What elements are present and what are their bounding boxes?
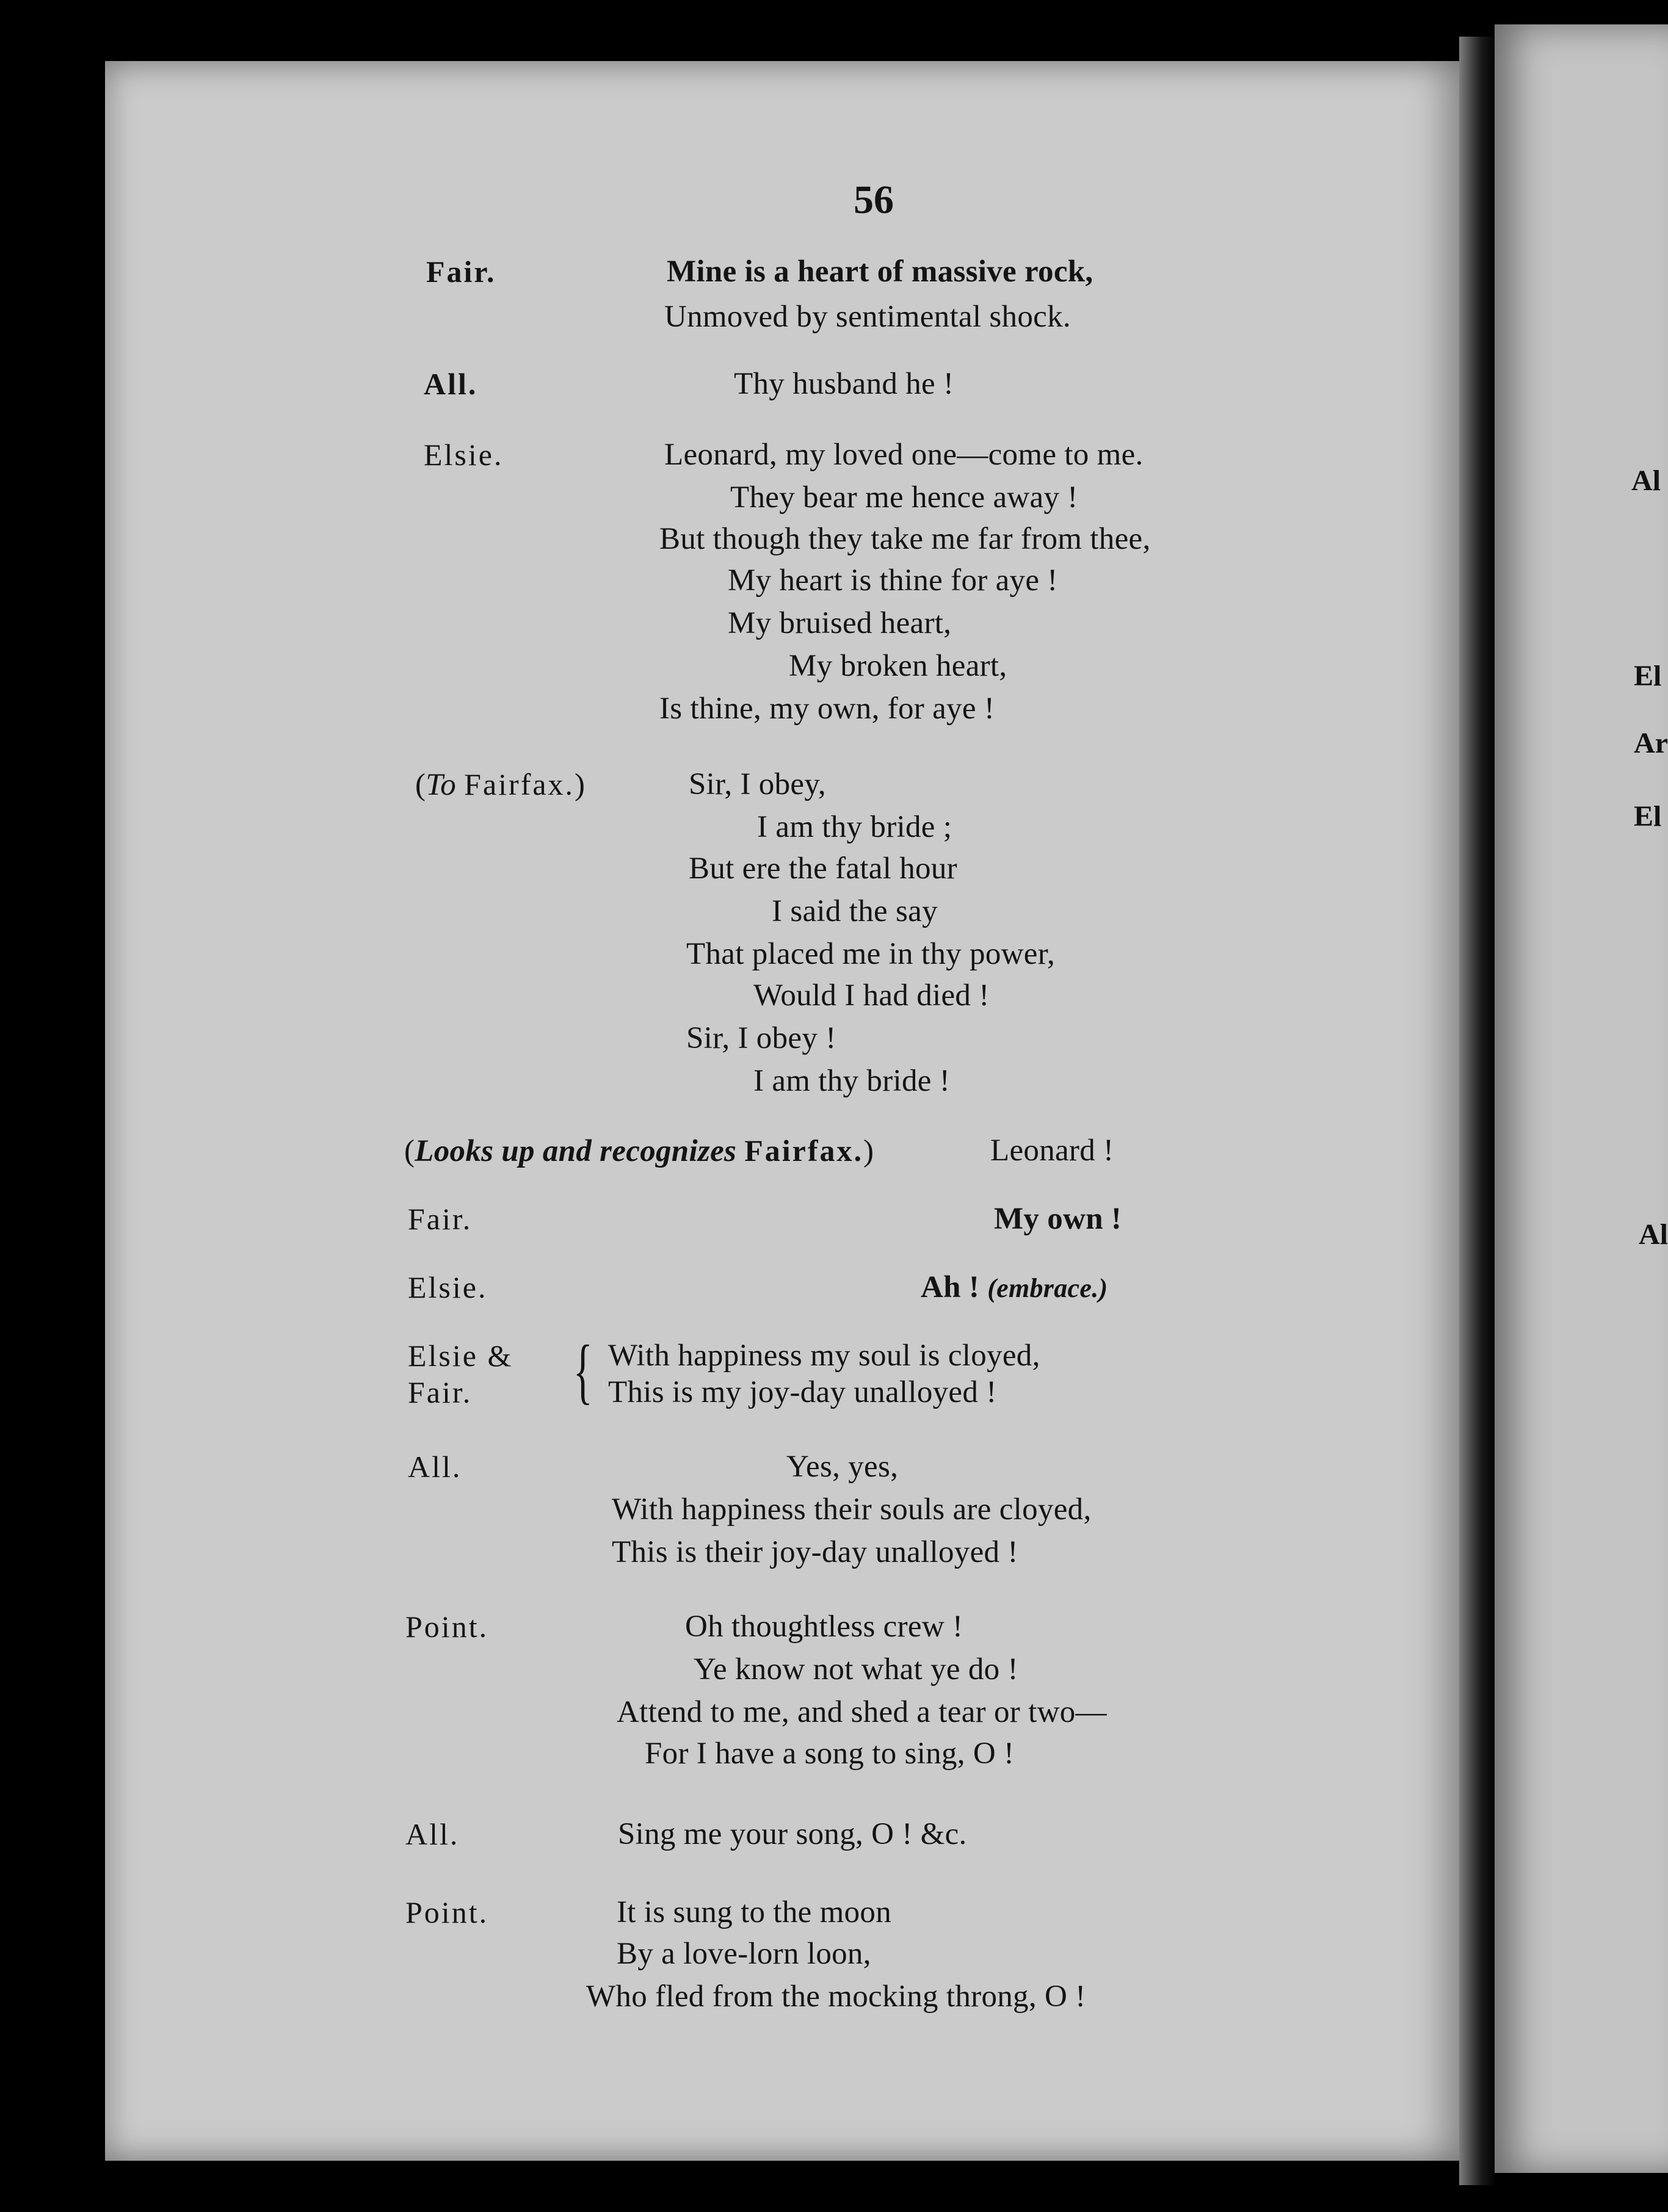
lyric-line: Attend to me, and shed a tear or two— (617, 1695, 1107, 1729)
lyric-line: My broken heart, (789, 649, 1007, 683)
lyric-line: Mine is a heart of massive rock, (667, 255, 1093, 289)
lyric-line: But though they take me far from thee, (659, 522, 1151, 556)
direction-text: Looks up and recognizes (415, 1134, 737, 1168)
stage-direction: (To Fairfax.) (415, 767, 586, 802)
facing-page-letter: El (1634, 660, 1662, 692)
lyric-line (921, 1272, 1108, 1303)
facing-page-letter: El (1634, 800, 1662, 833)
embrace-direction: (embrace.) (987, 1273, 1108, 1303)
lyric-line: Sir, I obey ! (686, 1021, 836, 1055)
lyric-line: With happiness their souls are cloyed, (612, 1492, 1092, 1527)
facing-page-letter: Al (1639, 1218, 1668, 1251)
lyric-line: With happiness my soul is cloyed, (608, 1339, 1040, 1373)
lyric-line: By a love-lorn loon, (617, 1937, 871, 1971)
lyric-line: For I have a song to sing, O ! (645, 1737, 1015, 1771)
lyric-line: Ye know not what ye do ! (694, 1652, 1018, 1686)
lyric-line: My bruised heart, (728, 606, 952, 640)
lyric-line: Is thine, my own, for aye ! (659, 692, 995, 726)
curly-brace: { (573, 1330, 593, 1411)
speaker-all: All. (405, 1817, 460, 1851)
lyric-line: Oh thoughtless crew ! (685, 1610, 963, 1644)
speaker-fair: Fair. (408, 1202, 473, 1236)
lyric-line: Sing me your song, O ! &c. (618, 1817, 967, 1851)
lyric-line: But ere the fatal hour (689, 851, 957, 886)
direction-to: To (426, 768, 457, 802)
direction-name: Fairfax. (744, 1133, 864, 1168)
lyric-line: My own ! (994, 1202, 1122, 1236)
lyric-line: They bear me hence away ! (730, 480, 1078, 515)
embrace-text: embrace. (996, 1273, 1099, 1303)
lyric-line: Thy husband he ! (734, 367, 954, 401)
speaker-all: All. (408, 1450, 462, 1484)
facing-page-letter: Al (1631, 464, 1661, 497)
lyric-line: Unmoved by sentimental shock. (664, 300, 1071, 334)
lyric-line: Leonard, my loved one—come to me. (664, 438, 1144, 472)
lyric-line: That placed me in thy power, (686, 937, 1055, 971)
speaker-elsie-fair: Fair. (408, 1375, 473, 1409)
lyric-line: Who fled from the mocking throng, O ! (586, 1979, 1086, 2014)
lyric-line: Yes, yes, (786, 1450, 899, 1484)
stage-direction: (Looks up and recognizes Fairfax.) (404, 1133, 874, 1168)
lyric-line: It is sung to the moon (617, 1895, 892, 1929)
page-number: 56 (854, 178, 894, 222)
lyric-line: I am thy bride ! (753, 1064, 951, 1098)
lyric-word: Ah ! (921, 1270, 980, 1304)
speaker-point: Point. (405, 1610, 489, 1644)
speaker-point: Point. (405, 1895, 489, 1929)
facing-page (1495, 24, 1668, 2173)
lyric-line: My heart is thine for aye ! (728, 563, 1058, 598)
speaker-elsie: Elsie. (408, 1270, 488, 1304)
speaker-all: All. (424, 367, 478, 401)
direction-name: Fairfax. (464, 767, 575, 801)
lyric-line: This is their joy-day unalloyed ! (612, 1535, 1018, 1569)
lyric-line: I said the say (772, 894, 938, 928)
lyric-line: Would I had died ! (753, 978, 990, 1013)
lyric-line: This is my joy-day unalloyed ! (608, 1375, 997, 1409)
speaker-elsie: Elsie. (424, 438, 504, 472)
speaker-fair: Fair. (426, 255, 496, 289)
lyric-line: Sir, I obey, (689, 767, 826, 801)
facing-page-letter: Ar (1634, 727, 1668, 759)
lyric-line: Leonard ! (990, 1133, 1114, 1168)
speaker-elsie-fair: Elsie & (408, 1339, 513, 1373)
lyric-line: I am thy bride ; (757, 810, 952, 844)
page-gutter (1459, 37, 1496, 2185)
